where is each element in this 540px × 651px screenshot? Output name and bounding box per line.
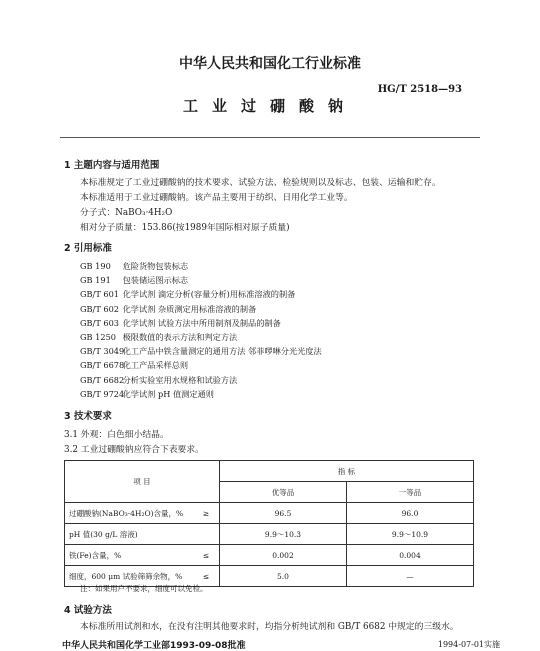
table-cell-first: 9.9～10.9 [347,524,474,545]
reference-code: GB/T 3049 [80,346,125,357]
reference-list [80,259,322,401]
spec-table [64,460,474,587]
section-1-line: 分子式：NaBO₃·4H₂O [80,208,173,218]
section-1-heading: 1 主题内容与适用范围 [64,160,160,171]
table-cell-op: ≥ [193,503,220,524]
reference-title: 极限数值的表示方法和判定方法 [122,332,238,343]
reference-title: 化工产品采样总则 [122,360,189,371]
table-row [65,503,474,524]
reference-code: GB 1250 [80,332,116,343]
reference-code: GB/T 603 [80,317,120,328]
reference-item [80,287,322,301]
table-header-index: 指 标 [220,461,474,482]
section-1-line: 本标准规定了工业过硼酸钠的技术要求、试验方法、检验规则以及标志、包装、运输和贮存。 [80,178,441,188]
table-cell-op [193,524,220,545]
reference-code: GB 191 [80,275,111,286]
reference-title: 化工产品中铁含量测定的通用方法 邻菲啰啉分光光度法 [122,346,322,357]
reference-item [80,373,322,387]
table-cell-item: 铁(Fe)含量，% [65,545,194,566]
reference-item [80,259,322,273]
reference-code: GB/T 9724 [80,388,125,399]
reference-item [80,273,322,287]
table-cell-first: — [347,566,474,587]
table-cell-first: 96.0 [347,503,474,524]
table-cell-op: ≤ [193,566,220,587]
table-row [65,545,474,566]
reference-item [80,344,322,358]
reference-item [80,358,322,372]
section-1-line: 相对分子质量：153.86(按1989年国际相对原子质量) [80,223,290,233]
reference-code: GB/T 602 [80,303,120,314]
table-cell-premium: 9.9～10.3 [220,524,347,545]
clause-3-1: 3.1 外观：白色细小结晶。 [64,430,169,440]
section-1-line: 本标准适用于工业过硼酸钠。该产品主要用于纺织、日用化学工业等。 [80,193,353,203]
reference-title: 化学试剂 试验方法中所用制剂及制品的制备 [122,317,281,328]
approval-footer: 中华人民共和国化学工业部1993-09-08批准 [62,641,246,651]
table-cell-op: ≤ [193,545,220,566]
standard-code: HG/T 2518—93 [377,84,462,95]
document-title: 工业过硼酸钠 [182,97,357,115]
table-note: 注：如果用户不要求，细度可以免检。 [80,584,208,593]
table-header-first: 一等品 [347,482,474,503]
section-2-heading: 2 引用标准 [64,243,112,254]
reference-code: GB/T 6682 [80,374,125,385]
table-cell-item: 细度，600 μm 试验筛筛余物，% [65,566,194,587]
reference-title: 化学试剂 滴定分析(容量分析)用标准溶液的制备 [122,289,296,300]
table-cell-item: 过硼酸钠(NaBO₃·4H₂O)含量，% [65,503,194,524]
section-1-body [80,176,441,236]
reference-code: GB/T 601 [80,289,120,300]
table-header-item: 项 目 [65,461,220,503]
header-rule [60,137,480,138]
reference-title: 化学试剂 pH 值测定通则 [122,388,214,399]
table-header-premium: 优等品 [220,482,347,503]
section-3-heading: 3 技术要求 [64,411,112,422]
section-4-line: 本标准所用试剂和水，在没有注明其他要求时，均指分析纯试剂和 GB/T 6682 中规定的三级水。 [80,622,459,632]
reference-code: GB 190 [80,261,111,271]
reference-item [80,387,322,401]
table-cell-item: pH 值(30 g/L 溶液) [65,524,194,545]
standard-title: 中华人民共和国化工行业标准 [179,56,361,72]
reference-title: 危险货物包装标志 [122,261,189,271]
reference-title: 化学试剂 杂质测定用标准溶液的制备 [122,303,257,314]
reference-item [80,330,322,344]
clause-3-2: 3.2 工业过硼酸钠应符合下表要求。 [64,445,204,455]
reference-item [80,302,322,316]
table-cell-first: 0.004 [347,545,474,566]
table-cell-premium: 96.5 [220,503,347,524]
implementation-footer: 1994-07-01实施 [437,640,500,649]
table-cell-premium: 5.0 [220,566,347,587]
reference-item [80,316,322,330]
reference-code: GB/T 6678 [80,360,125,371]
reference-title: 包装储运图示标志 [122,275,189,286]
section-4-heading: 4 试验方法 [64,605,112,616]
reference-title: 分析实验室用水规格和试验方法 [122,374,238,385]
table-row [65,524,474,545]
table-cell-premium: 0.002 [220,545,347,566]
